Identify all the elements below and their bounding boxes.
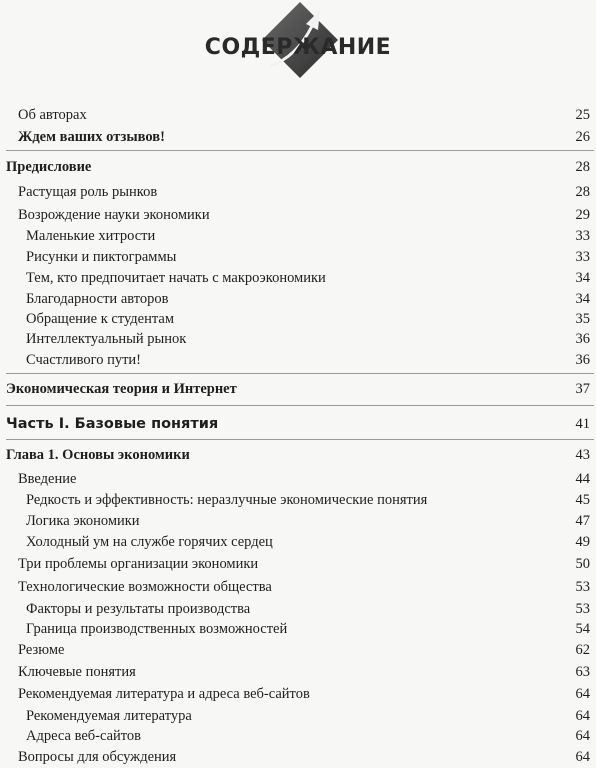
toc-entry-label: Рисунки и пиктограммы — [26, 249, 177, 265]
toc-entry-label: Адреса веб-сайтов — [26, 728, 142, 744]
toc-entry-page: 35 — [575, 311, 590, 327]
toc-entry-page: 36 — [575, 331, 590, 347]
toc-entry-label: Рекомендуемая литература — [26, 708, 192, 724]
toc-entry-label: Резюме — [18, 642, 65, 658]
toc-entry-label: Предисловие — [6, 159, 92, 175]
toc-entry-label: Холодный ум на службе горячих сердец — [26, 534, 273, 550]
toc-entry-label: Об авторах — [18, 107, 87, 123]
toc-entry-page: 33 — [575, 249, 590, 265]
toc-entry-page: 34 — [575, 291, 590, 307]
toc-entry-page: 41 — [575, 416, 590, 432]
toc-entry-page: 33 — [575, 228, 590, 244]
toc-entry-page: 28 — [575, 184, 590, 200]
toc-entry-page: 34 — [575, 270, 590, 286]
toc-entry-page: 50 — [575, 556, 590, 572]
toc-entry-page: 28 — [575, 159, 590, 175]
toc-entry-page: 37 — [575, 381, 590, 397]
toc-entry-label: Ключевые понятия — [18, 664, 136, 680]
toc-entry-label: Экономическая теория и Интернет — [6, 381, 237, 397]
toc-entry-label: Благодарности авторов — [26, 291, 169, 307]
toc-entry-page: 64 — [575, 728, 590, 744]
toc-entry-page: 47 — [575, 513, 590, 529]
toc-entry-label: Обращение к студентам — [26, 311, 175, 327]
toc-entry-page: 43 — [575, 447, 590, 463]
toc-entry-label: Рекомендуемая литература и адреса веб-сайтов — [18, 686, 310, 702]
divider — [6, 150, 594, 151]
toc-entry-label: Возрождение науки экономики — [18, 207, 210, 223]
divider — [6, 373, 594, 374]
divider — [6, 405, 594, 406]
toc-entry-label: Тем, кто предпочитает начать с макроэкономики — [26, 270, 326, 286]
toc-entry-page: 49 — [575, 534, 590, 550]
toc-entry-label: Вопросы для обсуждения — [18, 749, 177, 765]
toc-entry-page: 25 — [575, 107, 590, 123]
toc-entry-page: 36 — [575, 352, 590, 368]
toc-entry-label: Ждем ваших отзывов! — [18, 129, 165, 145]
toc-entry-page: 62 — [575, 642, 590, 658]
toc-entry-page: 45 — [575, 492, 590, 508]
toc-entry-label: Счастливого пути! — [26, 352, 142, 368]
toc-entry-label: Технологические возможности общества — [18, 579, 272, 595]
page-title: СОДЕРЖАНИЕ — [204, 35, 392, 60]
toc-entry-page: 54 — [575, 621, 590, 637]
toc-entry-label: Введение — [18, 471, 77, 487]
toc-entry-label: Часть I. Базовые понятия — [6, 416, 219, 432]
toc-entry-label: Граница производственных возможностей — [26, 621, 288, 637]
toc-entry-page: 64 — [575, 686, 590, 702]
toc-entry-page: 44 — [575, 471, 590, 487]
divider — [6, 439, 594, 440]
toc-entry-label: Интеллектуальный рынок — [26, 331, 187, 347]
toc-entry-page: 64 — [575, 749, 590, 765]
toc-entry-page: 53 — [575, 579, 590, 595]
toc-entry-page: 64 — [575, 708, 590, 724]
toc-entry-label: Редкость и эффективность: неразлучные экономические понятия — [26, 492, 428, 508]
toc-entry-label: Маленькие хитрости — [26, 228, 156, 244]
toc-entry-page: 26 — [575, 129, 590, 145]
toc-entry-page: 29 — [575, 207, 590, 223]
toc-entry-label: Три проблемы организации экономики — [18, 556, 259, 572]
toc-entry-page: 63 — [575, 664, 590, 680]
toc-entry-label: Факторы и результаты производства — [26, 601, 251, 617]
toc-entry-label: Глава 1. Основы экономики — [6, 447, 190, 463]
toc-entry-page: 53 — [575, 601, 590, 617]
toc-entry-label: Растущая роль рынков — [18, 184, 158, 200]
toc-entry-label: Логика экономики — [26, 513, 140, 529]
